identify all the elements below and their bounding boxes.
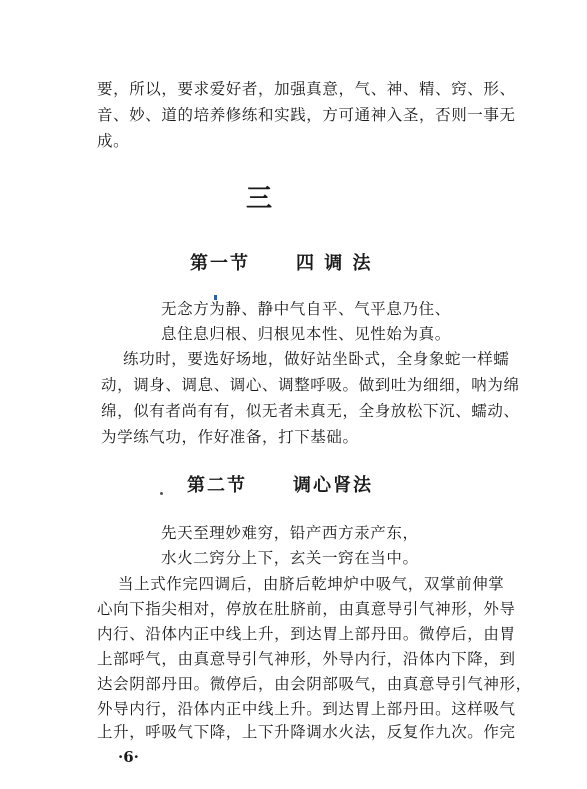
section-2-body-2: 心向下指尖相对，停放在肚脐前，由真意导引气神形，外导 xyxy=(97,600,516,618)
section-1-title: 四 调 法 xyxy=(296,253,373,274)
section-1-body-3: 绵，似有者尚有有，似无者未真无，全身放松下沉、蠕动、 xyxy=(101,402,520,420)
section-2-body-6: 外导内行，沿体内正中线上升。到达胃上部丹田。这样吸气 xyxy=(97,700,516,718)
section-2-label: 第二节 xyxy=(187,475,247,496)
section-2-title: 调心肾法 xyxy=(293,475,373,496)
section-2-verse-2: 水火二窍分上下，玄关一窍在当中。 xyxy=(161,549,419,567)
section-2-heading xyxy=(187,471,373,497)
chapter-numeral: 三 xyxy=(246,184,275,214)
section-2-body-7: 上升，呼吸气下降，上下升降调水火法，反复作九次。作完 xyxy=(97,723,516,741)
page-number: ·6· xyxy=(118,748,139,766)
section-1-verse-1: 无念方为静、静中气自平、气平息乃住、 xyxy=(161,300,451,318)
section-1-body-2: 动，调身、调息、调心、调整呼吸。做到吐为细细，呐为绵 xyxy=(101,376,520,394)
section-1-body-4: 为学练气功，作好准备，打下基础。 xyxy=(101,428,359,446)
intro-line-1: 要，所以，要求爱好者，加强真意，气、神、精、窍、形、 xyxy=(97,80,516,98)
section-2-body-5: 达会阴部丹田。微停后，由会阴部吸气，由真意导引气神形， xyxy=(97,675,532,693)
section-2-verse-1: 先天至理妙难穷，铅产西方汞产东， xyxy=(161,524,419,542)
stray-dot xyxy=(160,492,163,495)
intro-line-2: 音、妙、道的培养修练和实践，方可通神入圣，否则一事无 xyxy=(97,106,516,124)
section-2-body-3: 内行、沿体内正中线上升，到达胃上部丹田。微停后，由胃 xyxy=(97,625,516,643)
section-2-body-4: 上部呼气，由真意导引气神形，外导内行，沿体内下降，到 xyxy=(97,650,516,668)
section-1-body-1: 练功时，要选好场地，做好站坐卧式，全身象蛇一样蠕 xyxy=(123,350,510,368)
intro-line-3: 成。 xyxy=(97,132,130,150)
section-2-body-1: 当上式作完四调后，由脐后乾坤炉中吸气，双掌前伸掌 xyxy=(118,575,505,593)
section-1-label: 第一节 xyxy=(190,253,250,274)
section-1-heading xyxy=(190,249,373,275)
section-1-verse-2: 息住息归根、归根见本性、见性始为真。 xyxy=(161,325,451,343)
